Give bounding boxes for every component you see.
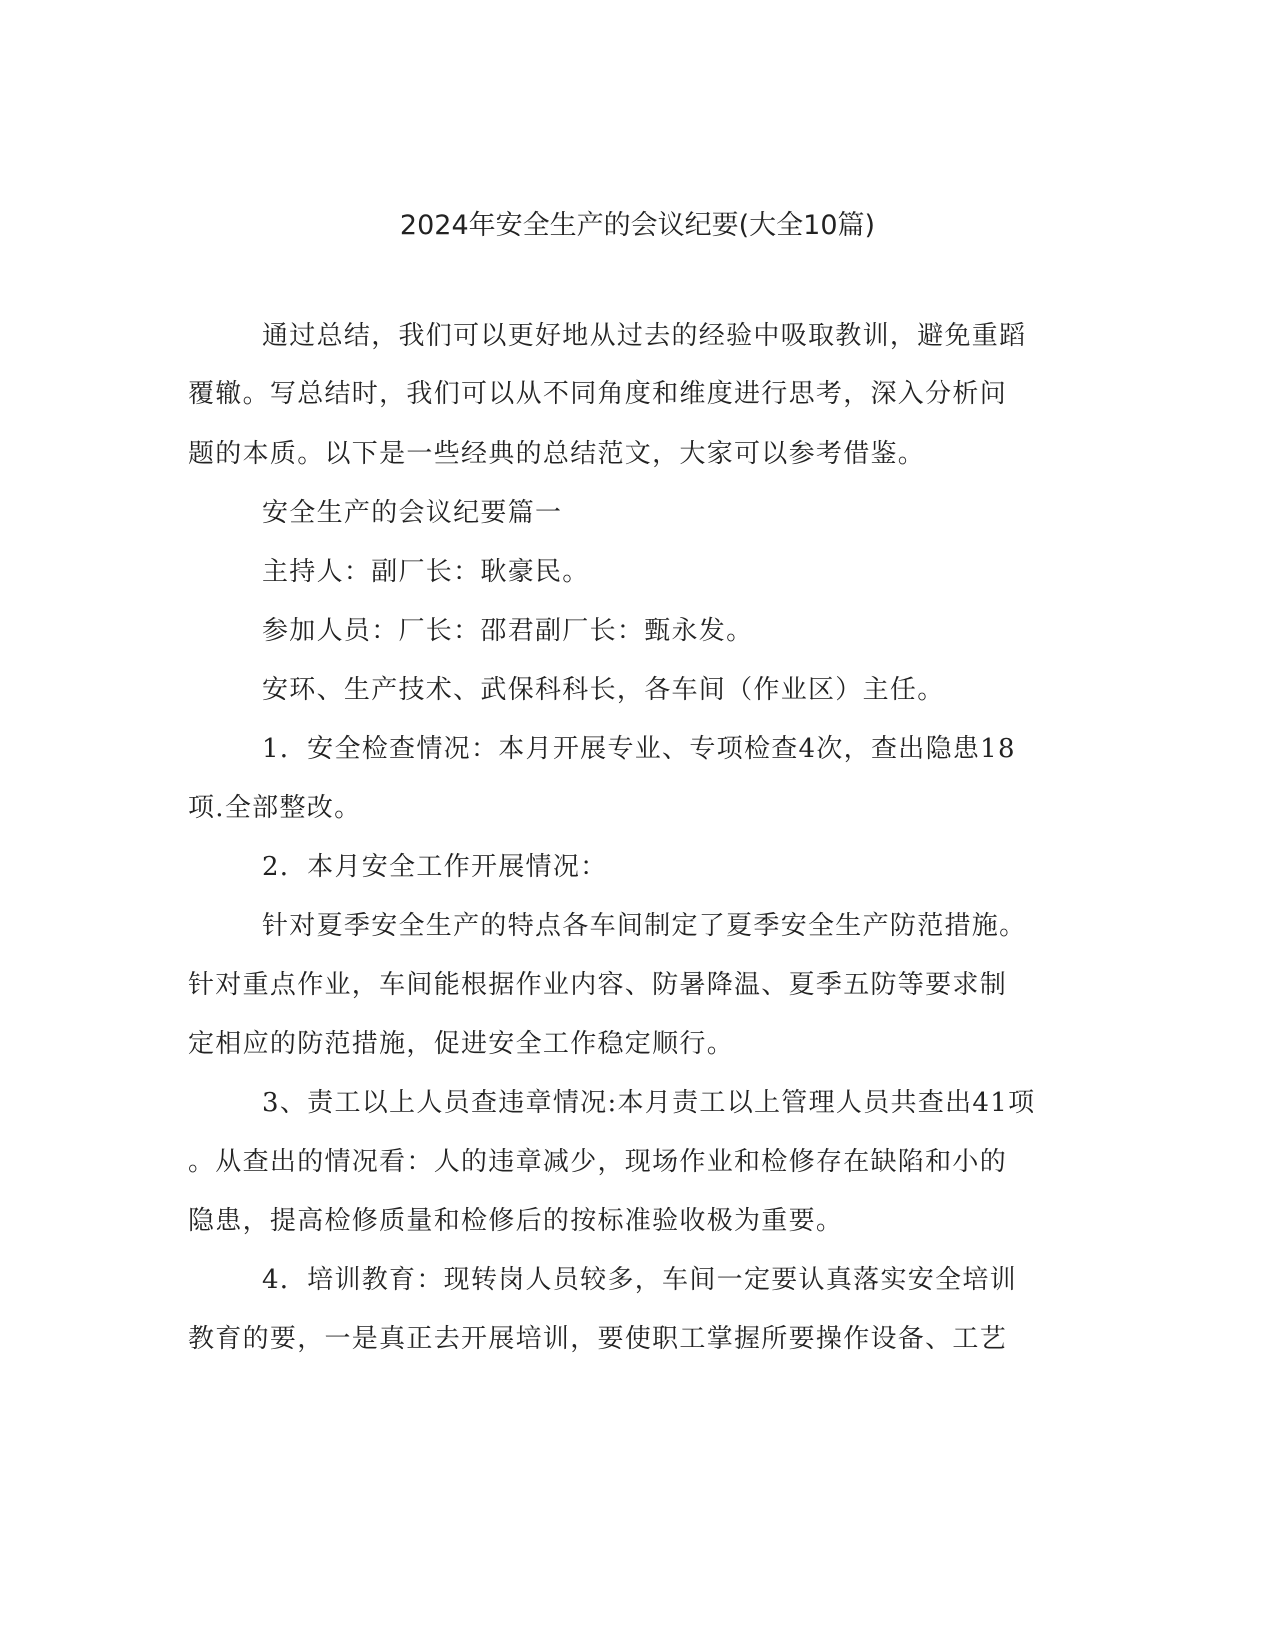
- paragraph-line: 2．本月安全工作开展情况：: [262, 852, 608, 882]
- document-title: 2024年安全生产的会议纪要(大全10篇): [399, 210, 876, 241]
- section-heading: 安全生产的会议纪要篇一: [262, 498, 563, 528]
- paragraph-line: 针对夏季安全生产的特点各车间制定了夏季安全生产防范措施。: [262, 911, 1027, 941]
- paragraph-line: 。从查出的情况看：人的违章减少，现场作业和检修存在缺陷和小的: [188, 1147, 1008, 1177]
- paragraph-line: 定相应的防范措施，促进安全工作稳定顺行。: [188, 1029, 735, 1059]
- paragraph-line: 参加人员：厂长：邵君副厂长：甄永发。: [262, 616, 754, 646]
- paragraph-line: 隐患，提高检修质量和检修后的按标准验收极为重要。: [188, 1206, 844, 1236]
- paragraph-line: 1．安全检查情况：本月开展专业、专项检查4次，查出隐患18: [262, 734, 1016, 764]
- paragraph-line: 4．培训教育：现转岗人员较多，车间一定要认真落实安全培训: [262, 1265, 1017, 1295]
- paragraph-line: 项.全部整改。: [188, 793, 362, 823]
- paragraph-line: 主持人：副厂长：耿豪民。: [262, 557, 590, 587]
- paragraph-line: 针对重点作业，车间能根据作业内容、防暑降温、夏季五防等要求制: [188, 970, 1008, 1000]
- paragraph-line: 教育的要，一是真正去开展培训，要使职工掌握所要操作设备、工艺: [188, 1324, 1008, 1354]
- paragraph-line: 通过总结，我们可以更好地从过去的经验中吸取教训，避免重蹈: [262, 321, 1027, 351]
- paragraph-line: 3、责工以上人员查违章情况:本月责工以上管理人员共查出41项: [262, 1088, 1036, 1118]
- paragraph-line: 安环、生产技术、武保科科长，各车间（作业区）主任。: [262, 675, 945, 705]
- paragraph-line: 题的本质。以下是一些经典的总结范文，大家可以参考借鉴。: [188, 439, 926, 469]
- paragraph-line: 覆辙。写总结时，我们可以从不同角度和维度进行思考，深入分析问: [188, 379, 1008, 409]
